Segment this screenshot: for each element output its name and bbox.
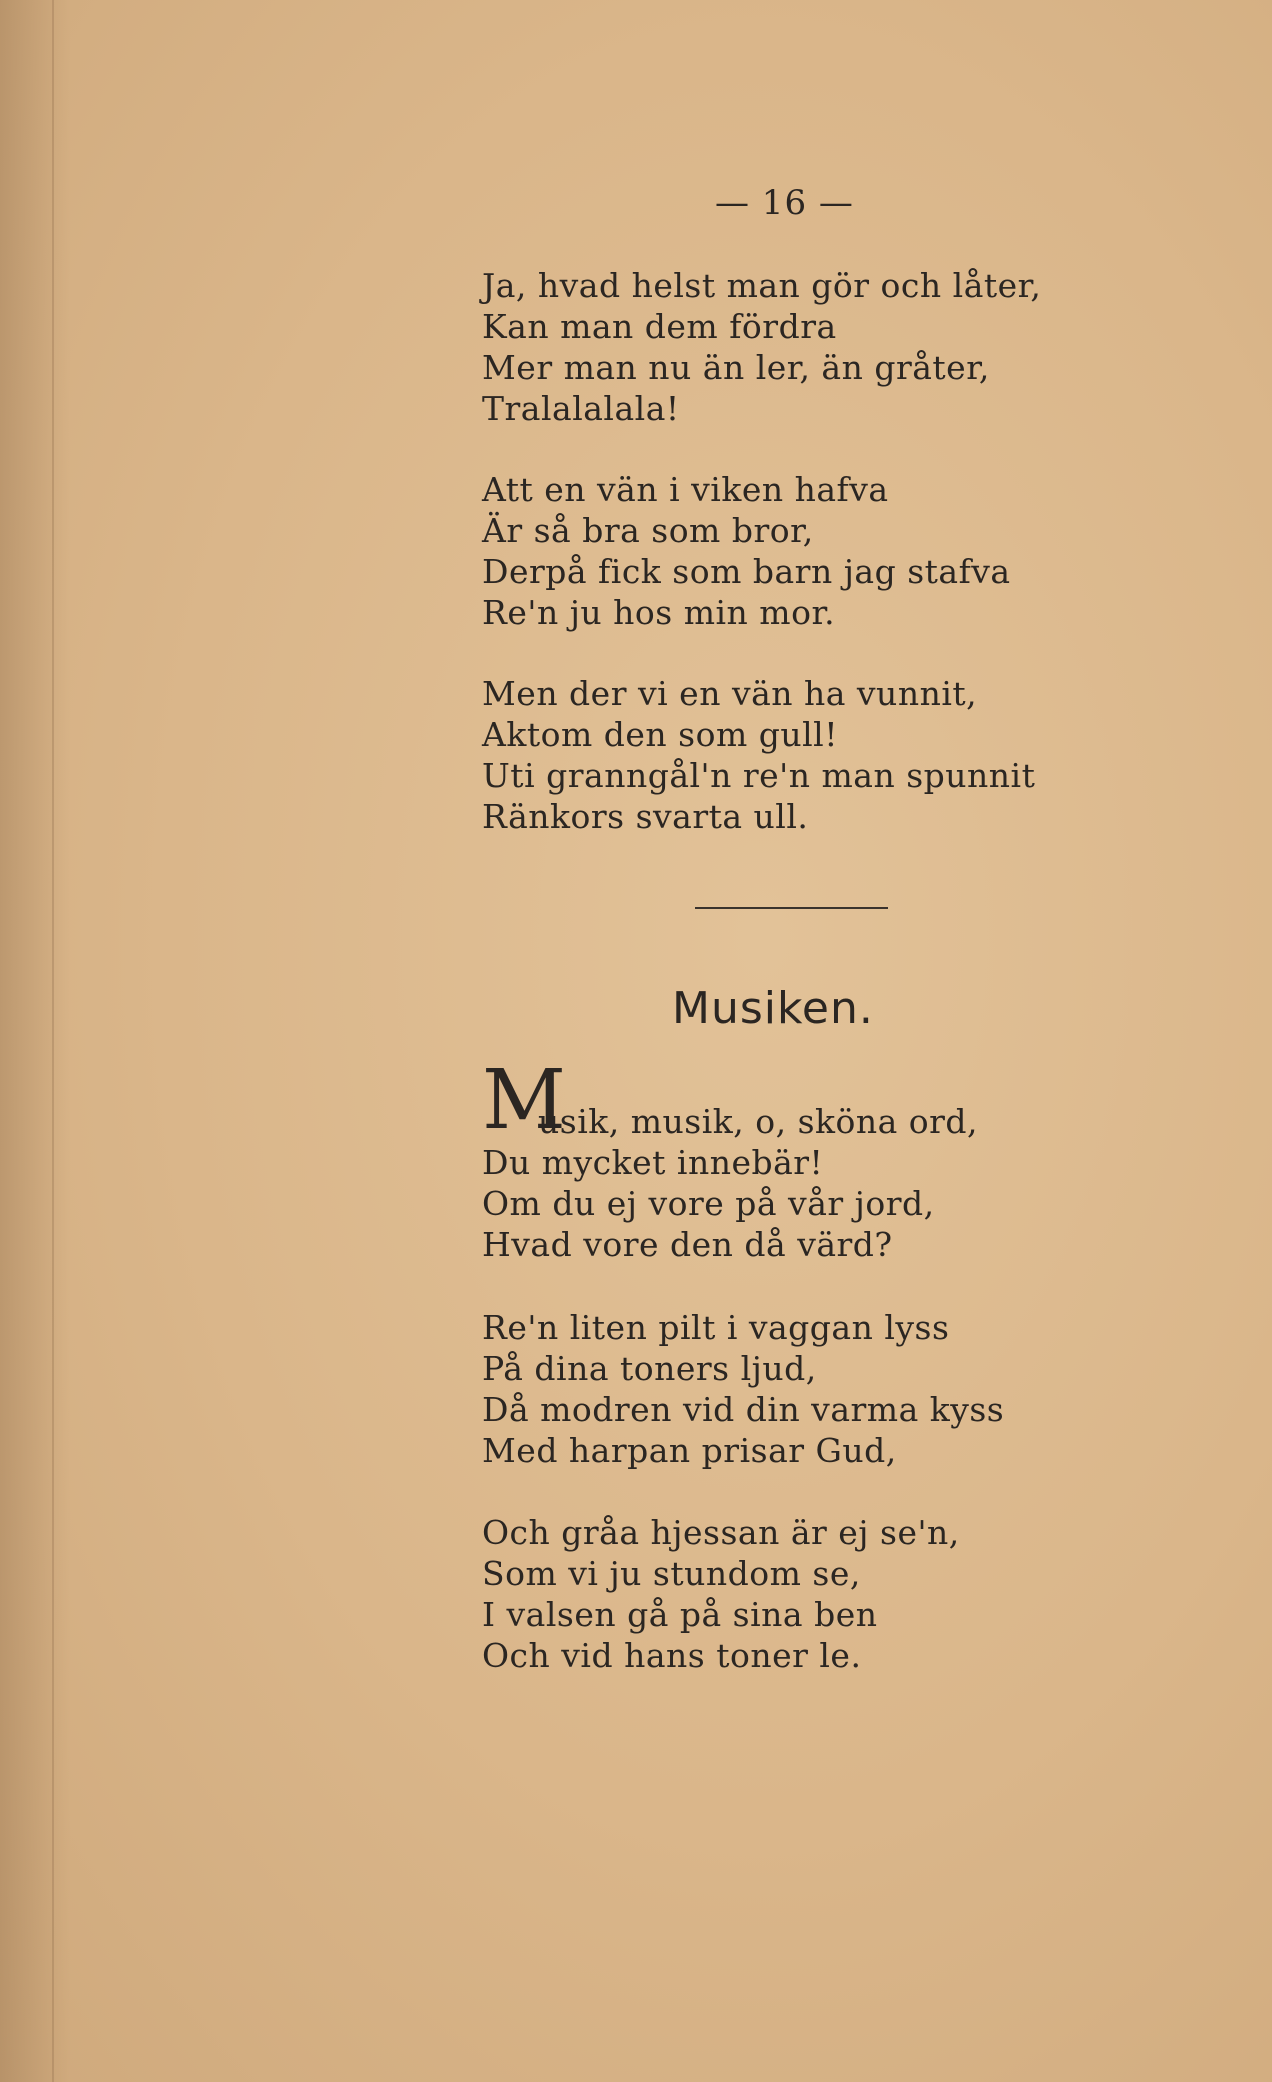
verse-line: Uti granngål'n re'n man spunnit [482, 756, 1036, 795]
verse-line: Då modren vid din varma kyss [482, 1390, 1005, 1429]
verse-line: På dina toners ljud, [482, 1349, 817, 1388]
verse-line: Du mycket innebär! [482, 1143, 824, 1182]
poem1-stanza-1 [482, 265, 1041, 429]
poem2-stanza-2 [482, 1307, 1004, 1471]
poem1-stanza-3 [482, 673, 1035, 837]
verse-line: Re'n ju hos min mor. [482, 593, 836, 632]
verse-line: Och vid hans toner le. [482, 1636, 862, 1675]
verse-line: Som vi ju stundom se, [482, 1554, 861, 1593]
verse-line: usik, musik, o, sköna ord, [538, 1102, 979, 1141]
verse-line: Med harpan prisar Gud, [482, 1431, 897, 1470]
section-divider [695, 907, 888, 909]
verse-line: Ränkors svarta ull. [482, 797, 809, 836]
page-fold-line [52, 0, 54, 2082]
verse-line: Tralalalala! [482, 389, 680, 428]
verse-line: Ja, hvad helst man gör och låter, [482, 266, 1042, 305]
verse-line: Kan man dem fördra [482, 307, 837, 346]
verse-line: Om du ej vore på vår jord, [482, 1184, 935, 1223]
verse-line: Mer man nu än ler, än gråter, [482, 348, 990, 387]
verse-line: I valsen gå på sina ben [482, 1595, 878, 1634]
poem-title: Musiken. [672, 983, 874, 1034]
drop-cap: M [482, 1053, 566, 1148]
verse-line: Att en vän i viken hafva [482, 470, 889, 509]
verse-line: Men der vi en vän ha vunnit, [482, 674, 978, 713]
verse-line: Hvad vore den då värd? [482, 1225, 893, 1264]
verse-line: Derpå fick som barn jag stafva [482, 552, 1011, 591]
page-number: — 16 — [715, 183, 854, 223]
poem2-stanza-1 [482, 1101, 979, 1265]
verse-line: Re'n liten pilt i vaggan lyss [482, 1308, 950, 1347]
verse-line: Och gråa hjessan är ej se'n, [482, 1513, 960, 1552]
verse-line: Aktom den som gull! [482, 715, 838, 754]
verse-line: Är så bra som bror, [482, 511, 814, 550]
page-fold-shadow [0, 0, 70, 2082]
poem1-stanza-2 [482, 469, 1011, 633]
poem2-stanza-3 [482, 1512, 960, 1676]
